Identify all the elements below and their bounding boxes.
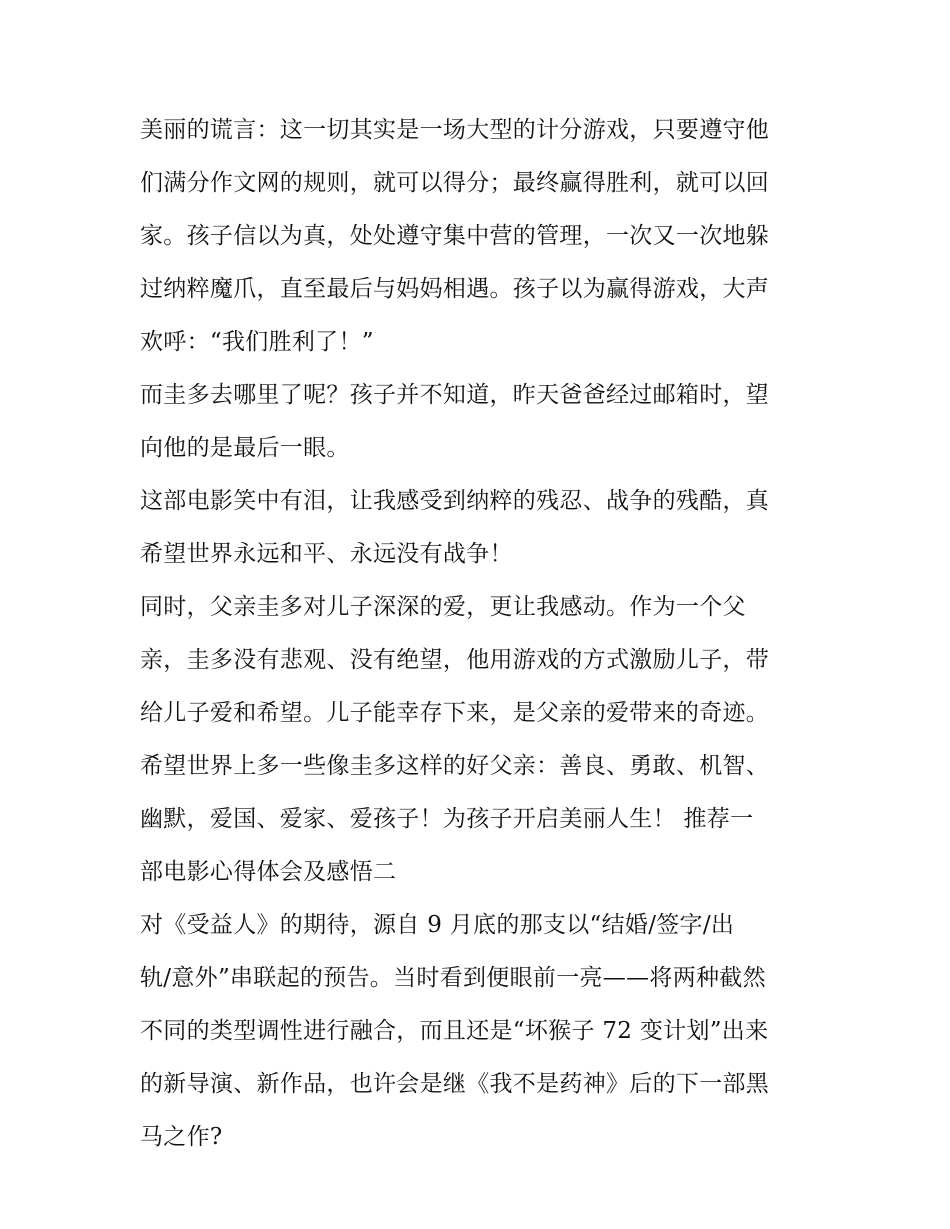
text-line: 部电影心得体会及感悟二	[140, 859, 397, 885]
text-line: 对《受益人》的期待，源自 9 月底的那支以“结婚/签字/出	[140, 912, 735, 938]
text-line: 过纳粹魔爪，直至最后与妈妈相遇。孩子以为赢得游戏，大声	[140, 276, 770, 302]
text-line: 马之作?	[140, 1124, 223, 1150]
text-line: 向他的是最后一眼。	[140, 435, 350, 461]
text-line: 们满分作文网的规则，就可以得分；最终赢得胜利，就可以回	[140, 170, 770, 196]
text-line: 而圭多去哪里了呢？孩子并不知道，昨天爸爸经过邮箱时，望	[140, 382, 770, 408]
text-line: 同时，父亲圭多对儿子深深的爱，更让我感动。作为一个父	[140, 594, 746, 620]
text-line: 幽默，爱国、爱家、爱孩子！为孩子开启美丽人生！ 推荐一	[140, 806, 754, 832]
text-line: 家。孩子信以为真，处处遵守集中营的管理，一次又一次地躲	[140, 223, 770, 249]
text-line: 亲，圭多没有悲观、没有绝望，他用游戏的方式激励儿子，带	[140, 647, 770, 673]
body-text	[140, 104, 820, 1164]
text-line: 这部电影笑中有泪，让我感受到纳粹的残忍、战争的残酷，真	[140, 488, 770, 514]
text-line: 希望世界上多一些像圭多这样的好父亲：善良、勇敢、机智、	[140, 753, 770, 779]
text-line: 的新导演、新作品，也许会是继《我不是药神》后的下一部黑	[140, 1071, 770, 1097]
text-line: 给儿子爱和希望。儿子能幸存下来，是父亲的爱带来的奇迹。	[140, 700, 770, 726]
text-line: 不同的类型调性进行融合，而且还是“坏猴子 72 变计划”出来	[140, 1018, 769, 1044]
text-line: 希望世界永远和平、永远没有战争！	[140, 541, 513, 567]
text-line: 美丽的谎言：这一切其实是一场大型的计分游戏，只要遵守他	[140, 117, 770, 143]
text-line: 轨/意外”串联起的预告。当时看到便眼前一亮——将两种截然	[140, 965, 766, 991]
text-line: 欢呼：“我们胜利了！”	[140, 329, 374, 355]
